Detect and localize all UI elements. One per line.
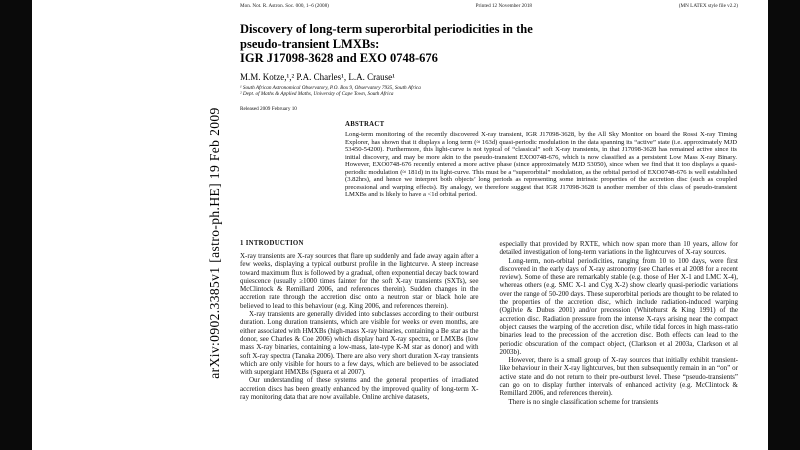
printed-date: Printed 12 November 2018	[475, 3, 533, 9]
intro-paragraph: Long-term, non-orbital periodicities, ranging from 10 to 100 days, were first discovered in the early days of X-ray astronomy (see Charles et al 2008 for a recent review). Some of these are remarkably stable (e.g. those of Her X-1 and LMC X-4), whereas others (e.g. SMC X-1 and Cyg X-2) show clearly quasi-periodic variations over the range of 50-200 days. These superorbital periods are thought to be related to the properties of the accretion disc, which include radiation-induced warping (Ogilvie & Dubus 2001) and/or precession (Whitehurst & King 1991) of the accretion disc. Radiation pressure from the intense X-rays arising near the compact object causes the warping of the accretion disc, while tidal forces in high mass-ratio binaries lead to the precession of the accretion disc. Both effects can lead to the periodic obscuration of the compact object, (Clarkson et al 2003a, Clarkson et al 2003b).	[499, 256, 738, 356]
paper-content	[240, 0, 738, 450]
title-line-3: IGR J17098-3628 and EXO 0748-676	[240, 51, 438, 65]
paper-title	[240, 22, 533, 66]
intro-paragraph: However, there is a small group of X-ray sources that initially exhibit transient-like behaviour in their X-ray lightcurves, but then subsequently remain in an “on” or active state and do not return to their pre-outburst level. These “pseudo-transients” can go on to display further intervals of enhanced activity (e.g. McClintock & Remillard 2006, and references therein).	[499, 356, 738, 398]
title-line-2: pseudo-transient LMXBs:	[240, 36, 380, 51]
arxiv-watermark: arXiv:0902.3385v1 [astro-ph.HE] 19 Feb 2009	[207, 107, 222, 379]
left-column	[240, 240, 479, 406]
intro-paragraph: X-ray transients are X-ray sources that flare up suddenly and fade away again after a few weeks, displaying a typical outburst profile in the lightcurve. A steep increase toward maximum flux is followed by a gradual, often exponential decay back toward quiescence (usually ≥1000 times fainter for the soft X-ray transients (SXTs), see McClintock & Remillard 2006, and references therein). Sudden changes in the accretion rate through the accretion disc onto a neutron star or black hole are believed to lead to this behaviour (e.g. King 2006, and references therein).	[240, 252, 479, 310]
right-column	[500, 240, 739, 406]
abstract-text: Long-term monitoring of the recently discovered X-ray transient, IGR J17098-3628, by the All Sky Monitor on board the Rossi X-ray Timing Explorer, has shown that it displays a long term (≈ 163d) quasi-periodic modulation in the data spanning its “active” state (i.e. approximately MJD 53450-54200). Furthermore, this light-curve is not typical of “classical” soft X-ray transients, in that J17098-3628 has remained active since its initial discovery, and may be more akin to the pseudo-transient EXO0748-676, which is now classified as a persistent Low Mass X-ray Binary. However, EXO0748-676 recently entered a more active phase (since approximately MJD 53050), since when we find that it too displays a quasi-periodic modulation (≈ 181d) in its light-curve. This must be a “superorbital” modulation, as the orbital period of EXO0748-676 is well established (3.82hrs), and hence we interpret both objects’ long periods as representing some intrinsic properties of the accretion disc (such as coupled precessional and warping effects). By analogy, we therefore suggest that IGR J17098-3628 is another member of this class of pseudo-transient LMXBs and is likely to have a <1d orbital period.	[345, 131, 737, 198]
abstract-section	[345, 121, 737, 199]
affiliation-2: ² Dept. of Maths & Applied Maths, University of Cape Town, South Africa	[240, 91, 394, 98]
abstract-heading: ABSTRACT	[345, 121, 385, 128]
intro-paragraph: Our understanding of these systems and the general properties of irradiated accretion discs has been greatly enhanced by the improved quality of long-term X-ray monitoring data that are now available. Online archive datasets,	[240, 376, 479, 402]
intro-paragraph: especially that provided by RXTE, which now span more than 10 years, allow for detailed investigation of long-term variations in the lightcurves of X-ray sources.	[499, 240, 738, 257]
intro-paragraph: There is no single classification scheme for transients	[508, 397, 659, 406]
title-line-1: Discovery of long-term superorbital periodicities in the	[240, 22, 533, 36]
paper-page	[32, 0, 768, 450]
released-date: Released 2009 February 10	[240, 106, 297, 112]
intro-paragraph: X-ray transients are generally divided into subclasses according to their outburst duration. Long duration transients, which are visible for weeks or even months, are either associated with HMXBs (high-mass X-ray binaries, containing a Be star as the donor, see Charles & Coe 2006) which display hard X-ray spectra, or LMXBs (low mass X-ray binaries, containing a low-mass, late-type K-M star as donor) and with soft X-ray spectra (Tanaka 2006). There are also very short duration X-ray transients which are only visible for hours to a few days, which are believed to be associated with supergiant HMXBs (Sguera et al 2007).	[240, 310, 479, 377]
section-heading-introduction: 1 INTRODUCTION	[240, 240, 304, 247]
introduction-columns	[240, 240, 738, 406]
author-affiliations	[240, 85, 421, 98]
running-header	[240, 3, 738, 9]
journal-reference: Mon. Not. R. Astron. Soc. 000, 1–6 (2008)	[240, 3, 329, 9]
latex-style-note: (MN LATEX style file v2.2)	[678, 3, 738, 9]
affiliation-1: ¹ South African Astronomical Observatory, P.O. Box 9, Observatory 7935, South Africa	[240, 85, 421, 91]
authors-line: M.M. Kotze,¹,² P.A. Charles¹, L.A. Crause¹	[240, 72, 395, 82]
